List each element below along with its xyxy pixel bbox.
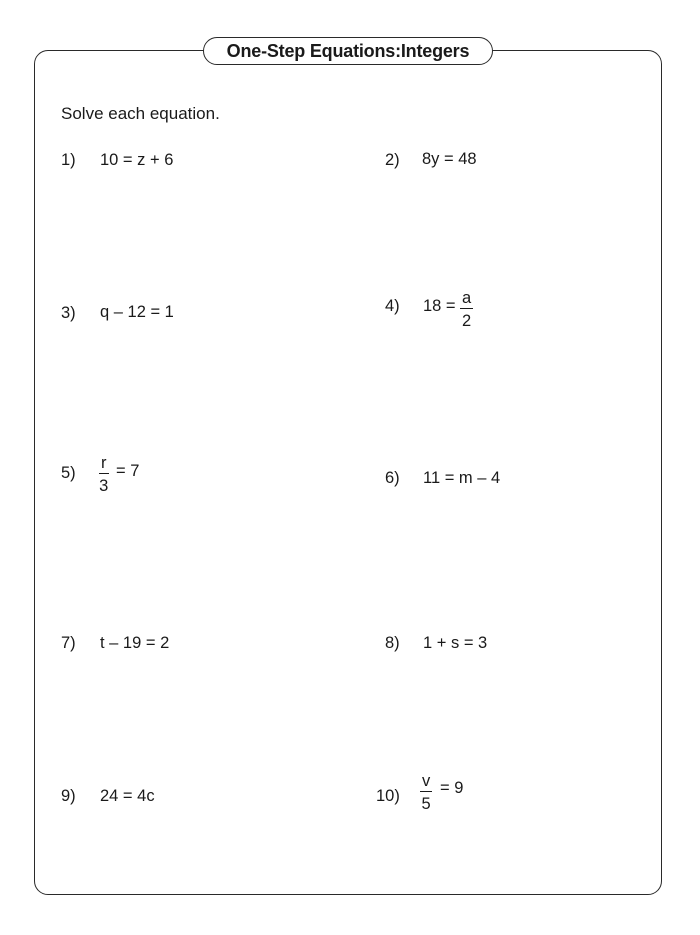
problem-5-numerator: r: [101, 454, 107, 472]
problem-10-fraction: [420, 773, 432, 812]
problem-4-denominator: 2: [462, 311, 472, 330]
problem-7-equation: t – 19 = 2: [100, 634, 170, 652]
problem-8-equation: 1 + s = 3: [423, 634, 488, 652]
problem-2-number: 2): [385, 151, 400, 169]
problem-3-number: 3): [61, 304, 76, 322]
problem-4-numerator: a: [462, 289, 472, 307]
problem-1-number: 1): [61, 151, 76, 169]
problem-10-number: 10): [376, 787, 400, 805]
problem-9-number: 9): [61, 787, 76, 805]
problem-5-number: 5): [61, 464, 76, 482]
problem-10-denominator: 5: [421, 794, 431, 813]
problem-5-fraction: [99, 455, 109, 494]
problem-4-number: 4): [385, 297, 400, 315]
problem-8-number: 8): [385, 634, 400, 652]
problem-9-equation: 24 = 4c: [100, 787, 155, 805]
problem-1-equation: 10 = z + 6: [100, 151, 174, 169]
problem-10-rhs: = 9: [440, 779, 464, 797]
worksheet-title: One-Step Equations:Integers: [203, 37, 493, 65]
problem-10-numerator: v: [422, 772, 431, 790]
problem-5-rhs: = 7: [116, 462, 140, 480]
problem-3-equation: q – 12 = 1: [100, 303, 174, 321]
problem-4-fraction: [460, 290, 473, 329]
problem-7-number: 7): [61, 634, 76, 652]
problem-4-lhs: 18 =: [423, 297, 456, 315]
problem-5-denominator: 3: [99, 476, 109, 495]
problem-6-number: 6): [385, 469, 400, 487]
instructions: Solve each equation.: [61, 104, 220, 123]
problem-6-equation: 11 = m – 4: [423, 469, 501, 487]
problem-2-equation: 8y = 48: [422, 150, 477, 168]
